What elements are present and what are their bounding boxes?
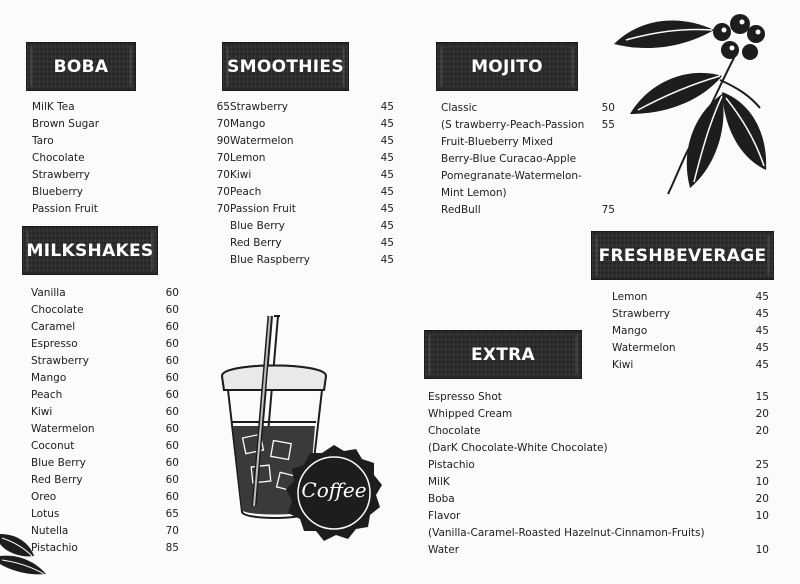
item-name: Blue Berry (31, 457, 86, 469)
item-name: Caramel (31, 321, 76, 333)
item-name: Passion Fruit (230, 203, 296, 215)
boba-menu-item (32, 133, 230, 150)
section-header-fresh-beverage (591, 231, 774, 280)
item-price: 45 (380, 220, 394, 232)
section-title-boba: BOBA (53, 56, 109, 77)
item-price: 60 (165, 457, 179, 469)
milkshakes-list (31, 285, 191, 557)
item-name: Peach (31, 389, 63, 401)
item-name: Watermelon (230, 135, 294, 147)
mojito-menu-item (441, 168, 621, 185)
item-name: Blueberry (32, 186, 84, 198)
milkshakes-menu-item (31, 472, 191, 489)
milkshakes-menu-item (31, 336, 191, 353)
milkshakes-menu-item (31, 438, 191, 455)
item-price: 45 (380, 237, 394, 249)
item-name: Kiwi (31, 406, 53, 418)
extra-menu-item (428, 474, 778, 491)
item-name: Berry-Blue Curacao-Apple (441, 153, 577, 165)
fresh-beverage-list (612, 289, 782, 374)
item-name: (S trawberry-Peach-Passion (441, 119, 585, 131)
item-price: 10 (755, 476, 769, 488)
item-name: Red Berry (31, 474, 83, 486)
item-name: Watermelon (612, 342, 676, 354)
item-price: 20 (755, 493, 769, 505)
extra-menu-item (428, 406, 778, 423)
item-name: Passion Fruit (32, 203, 98, 215)
extra-list (428, 389, 778, 559)
item-name: Taro (32, 135, 54, 147)
item-price: 10 (755, 544, 769, 556)
mojito-menu-item (441, 185, 621, 202)
milkshakes-menu-item (31, 302, 191, 319)
milkshakes-menu-item (31, 523, 191, 540)
boba-menu-item (32, 150, 230, 167)
item-price: 10 (755, 510, 769, 522)
extra-menu-item (428, 440, 778, 457)
item-price: 70 (216, 186, 230, 198)
mojito-menu-item (441, 151, 621, 168)
item-price: 45 (755, 342, 769, 354)
extra-menu-item (428, 423, 778, 440)
item-price: 60 (165, 423, 179, 435)
milkshakes-menu-item (31, 506, 191, 523)
item-name: MilK Tea (32, 101, 75, 113)
boba-menu-item (32, 184, 230, 201)
extra-menu-item (428, 508, 778, 525)
extra-menu-item (428, 525, 778, 542)
item-name: Blue Berry (230, 220, 285, 232)
boba-menu-item (32, 167, 230, 184)
item-name: (DarK Chocolate-White Chocolate) (428, 442, 608, 454)
item-price: 45 (755, 291, 769, 303)
section-title-extra: EXTRA (470, 344, 536, 365)
item-name: Blue Raspberry (230, 254, 310, 266)
item-price: 60 (165, 287, 179, 299)
item-name: Mango (612, 325, 648, 337)
item-name: Pomegranate-Watermelon- (441, 170, 582, 182)
milkshakes-menu-item (31, 404, 191, 421)
item-price: 85 (165, 542, 179, 554)
milkshakes-menu-item (31, 285, 191, 302)
item-name: Whipped Cream (428, 408, 513, 420)
item-name: RedBull (441, 204, 481, 216)
boba-menu-item (32, 201, 230, 218)
item-name: Espresso Shot (428, 391, 502, 403)
coffee-leaf-branch-icon (610, 10, 780, 200)
extra-menu-item (428, 491, 778, 508)
milkshakes-menu-item (31, 370, 191, 387)
boba-menu-item (32, 116, 230, 133)
item-name: Strawberry (612, 308, 670, 320)
smoothies-menu-item (230, 99, 400, 116)
section-title-mojito: MOJITO (471, 56, 543, 77)
item-price: 45 (380, 186, 394, 198)
item-price: 60 (165, 406, 179, 418)
milkshakes-menu-item (31, 319, 191, 336)
item-name: MilK (428, 476, 450, 488)
smoothies-menu-item (230, 201, 400, 218)
item-name: Peach (230, 186, 262, 198)
item-name: Nutella (31, 525, 69, 537)
item-price: 45 (380, 101, 394, 113)
item-price: 70 (165, 525, 179, 537)
item-price: 70 (216, 118, 230, 130)
section-header-mojito (436, 42, 578, 91)
item-name: Lemon (230, 152, 266, 164)
item-price: 65 (165, 508, 179, 520)
extra-menu-item (428, 389, 778, 406)
fresh-menu-item (612, 323, 782, 340)
item-price: 60 (165, 321, 179, 333)
item-price: 90 (216, 135, 230, 147)
item-name: Pistachio (428, 459, 475, 471)
mojito-menu-item (441, 134, 621, 151)
item-name: Watermelon (31, 423, 95, 435)
leaf-corner-icon (0, 530, 50, 576)
item-name: Vanilla (31, 287, 66, 299)
item-price: 65 (216, 101, 230, 113)
item-price: 45 (380, 203, 394, 215)
item-name: Kiwi (612, 359, 634, 371)
item-price: 45 (380, 254, 394, 266)
item-price: 60 (165, 372, 179, 384)
item-price: 45 (755, 359, 769, 371)
section-title-fresh-beverage: FRESHBEVERAGE (598, 245, 767, 266)
item-name: Strawberry (32, 169, 90, 181)
fresh-menu-item (612, 289, 782, 306)
item-name: Oreo (31, 491, 57, 503)
item-name: Chocolate (31, 304, 84, 316)
milkshakes-menu-item (31, 540, 191, 557)
item-name: Lotus (31, 508, 60, 520)
item-price: 70 (216, 203, 230, 215)
milkshakes-menu-item (31, 421, 191, 438)
smoothies-menu-item (230, 116, 400, 133)
item-name: Chocolate (32, 152, 85, 164)
mojito-menu-item (441, 100, 621, 117)
milkshakes-menu-item (31, 353, 191, 370)
item-name: Mango (31, 372, 67, 384)
section-header-boba (26, 42, 136, 91)
item-name: Coconut (31, 440, 75, 452)
item-price: 60 (165, 355, 179, 367)
mojito-menu-item (441, 117, 621, 134)
section-header-smoothies (222, 42, 349, 91)
extra-menu-item (428, 542, 778, 559)
item-price: 75 (601, 204, 615, 216)
item-price: 60 (165, 474, 179, 486)
item-name: Boba (428, 493, 455, 505)
section-header-milkshakes (22, 226, 158, 275)
mojito-list (441, 100, 621, 219)
item-name: Chocolate (428, 425, 481, 437)
item-price: 45 (380, 135, 394, 147)
extra-menu-item (428, 457, 778, 474)
item-name: Strawberry (31, 355, 89, 367)
boba-list (32, 99, 230, 218)
smoothies-menu-item (230, 252, 400, 269)
item-price: 70 (216, 152, 230, 164)
item-name: Mint Lemon) (441, 187, 507, 199)
item-name: Mango (230, 118, 266, 130)
fresh-menu-item (612, 306, 782, 323)
item-price: 45 (380, 118, 394, 130)
item-name: Red Berry (230, 237, 282, 249)
item-name: (Vanilla-Caramel-Roasted Hazelnut-Cinnamon-Fruits) (428, 527, 705, 539)
milkshakes-menu-item (31, 489, 191, 506)
item-name: Fruit-Blueberry Mixed (441, 136, 554, 148)
coffee-badge-text: Coffee (301, 478, 367, 502)
milkshakes-menu-item (31, 387, 191, 404)
item-price: 60 (165, 440, 179, 452)
boba-menu-item (32, 99, 230, 116)
item-price: 60 (165, 338, 179, 350)
smoothies-menu-item (230, 184, 400, 201)
item-name: Lemon (612, 291, 648, 303)
item-name: Pistachio (31, 542, 78, 554)
smoothies-menu-item (230, 167, 400, 184)
smoothies-menu-item (230, 218, 400, 235)
fresh-menu-item (612, 357, 782, 374)
item-price: 70 (216, 169, 230, 181)
section-title-smoothies: SMOOTHIES (227, 56, 344, 77)
item-name: Water (428, 544, 460, 556)
mojito-menu-item (441, 202, 621, 219)
smoothies-menu-item (230, 133, 400, 150)
section-title-milkshakes: MILKSHAKES (26, 240, 154, 261)
item-price: 50 (601, 102, 615, 114)
item-name: Brown Sugar (32, 118, 100, 130)
item-price: 60 (165, 491, 179, 503)
item-price: 45 (380, 152, 394, 164)
smoothies-menu-item (230, 150, 400, 167)
item-price: 45 (380, 169, 394, 181)
item-price: 60 (165, 304, 179, 316)
milkshakes-menu-item (31, 455, 191, 472)
item-price: 20 (755, 408, 769, 420)
smoothies-list (230, 99, 400, 269)
section-header-extra (424, 330, 582, 379)
item-price: 55 (601, 119, 615, 131)
item-name: Strawberry (230, 101, 288, 113)
item-name: Kiwi (230, 169, 252, 181)
item-name: Flavor (428, 510, 461, 522)
item-name: Classic (441, 102, 478, 114)
item-price: 25 (755, 459, 769, 471)
item-price: 60 (165, 389, 179, 401)
item-price: 15 (755, 391, 769, 403)
item-price: 45 (755, 325, 769, 337)
smoothies-menu-item (230, 235, 400, 252)
item-name: Espresso (31, 338, 78, 350)
item-price: 20 (755, 425, 769, 437)
item-price: 45 (755, 308, 769, 320)
fresh-menu-item (612, 340, 782, 357)
